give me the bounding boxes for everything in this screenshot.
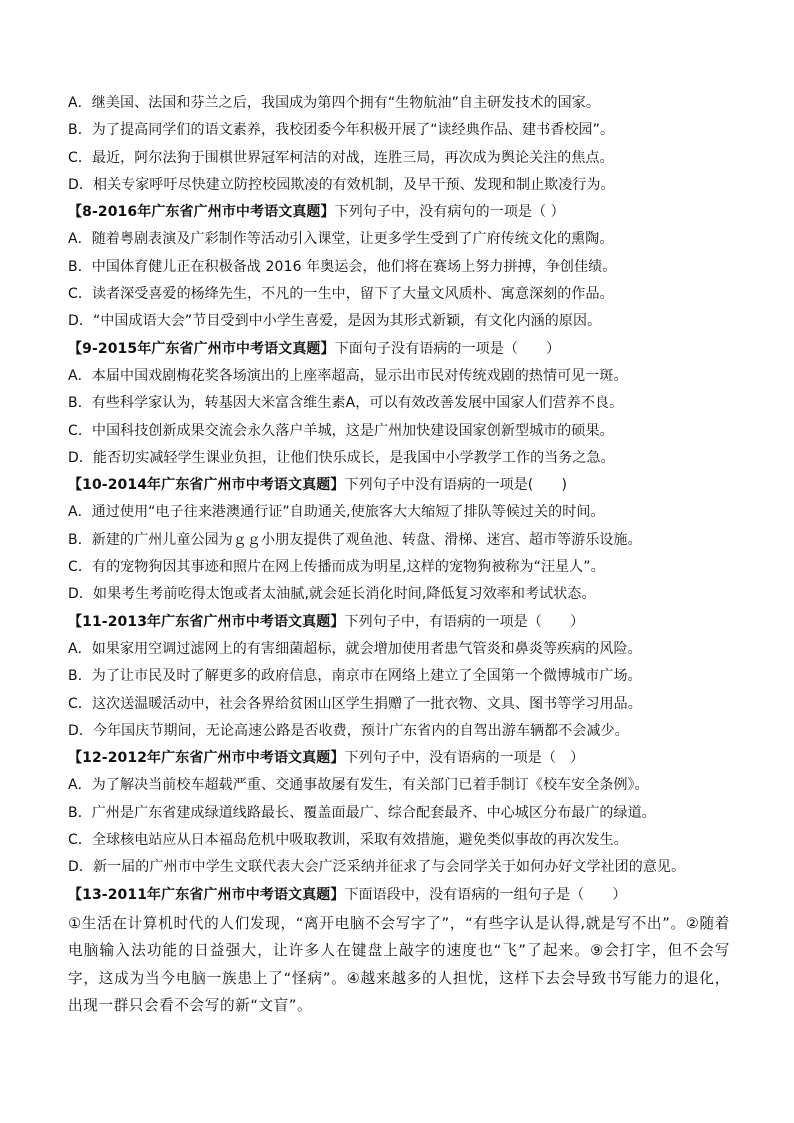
option-d: D．能否切实减轻学生课业负担，让他们快乐成长，是我国中小学教学工作的当务之急。 [68,449,615,466]
question-10 [68,472,730,608]
option-c: C．读者深受喜爱的杨绛先生，不凡的一生中，留下了大量文风质朴、寓意深刻的作品。 [68,286,614,303]
question-source-tag: 【13-2011年广东省广州市中考语文真题】 [68,886,345,903]
question-prompt: 下列句子中，没有语病的一项是（ ） [344,750,585,767]
question-source-tag: 【10-2014年广东省广州市中考语文真题】 [68,477,345,494]
option-a: A．随着粤剧表演及广彩制作等活动引入课堂，让更多学生受到了广府传统文化的熏陶。 [68,231,614,248]
question-prompt: 下列句子中，有语病的一项是（ ） [344,613,585,630]
option-c: C．全球核电站应从日本福岛危机中吸取教训，采取有效措施，避免类似事故的再次发生。 [68,832,628,849]
question-heading [68,336,730,363]
option-d: D．今年国庆节期间，无论高速公路是否收费，预计广东省内的自驾出游车辆都不会减少。 [68,722,629,739]
option-a: A．如果家用空调过滤网上的有害细菌超标，就会增加使用者患气管炎和鼻炎等疾病的风险。 [68,640,642,657]
option-c: C．有的宠物狗因其事迹和照片在网上传播而成为明星,这样的宠物狗被称为“汪星人”。 [68,559,605,576]
question-source-tag: 【9-2015年广东省广州市中考语文真题】 [68,340,335,357]
question-heading [68,199,730,226]
option-c: C．中国科技创新成果交流会永久落户羊城，这是广州加快建设国家创新型城市的硕果。 [68,422,614,439]
question-9 [68,336,730,472]
option-d: D．相关专家呼吁尽快建立防控校园欺凌的有效机制，及早干预、发现和制止欺凌行为。 [68,176,615,193]
question-prompt: 下列句子中，没有病句的一项是（ ） [334,204,565,221]
option-b: B．中国体育健儿正在积极备战 2016 年奥运会，他们将在赛场上努力拼搏，争创佳绩。 [68,258,617,275]
option-b: B．新建的广州儿童公园为ｇｇ小朋友提供了观鱼池、转盘、滑梯、迷宫、超市等游乐设施。 [68,531,642,548]
reading-passage: ①生活在计算机时代的人们发现，“离开电脑不会写字了”，“有些字认是认得,就是写不出”。②随着电脑输入法功能的日益强大，让许多人在键盘上敲字的速度也“飞”了起来。⑨会打字，但不会写字，这成为当今电脑一族患上了“怪病”。④越来越多的人担忧，这样下去会导致书写能力的退化，出现一群只会看不会写的新“文盲”。 [68,914,730,1015]
option-d: D．新一届的广州市中学生文联代表大会广泛采纳并征求了与会同学关于如何办好文学社团的意见。 [68,859,686,876]
document-body [68,90,730,1020]
question-prompt: 下列句子中没有语病的一项是( ) [344,477,568,494]
option-c: C．最近，阿尔法狗于围棋世界冠军柯洁的对战，连胜三局，再次成为舆论关注的焦点。 [68,149,614,166]
question-source-tag: 【11-2013年广东省广州市中考语文真题】 [68,613,345,630]
option-a: A．通过使用“电子往来港澳通行证”自助通关,使旅客大大缩短了排队等候过关的时间。 [68,504,605,521]
question-prompt: 下面语段中，没有语病的一组句子是（ ） [344,886,627,903]
question-12 [68,745,730,881]
question-heading [68,609,730,636]
question-heading [68,745,730,772]
question-heading [68,882,730,909]
question-8 [68,199,730,335]
question-11 [68,609,730,745]
question-prompt: 下面句子没有语病的一项是（ ） [334,340,561,357]
option-a: A．继美国、法国和芬兰之后，我国成为第四个拥有“生物航油”自主研发技术的国家。 [68,95,600,111]
question-source-tag: 【8-2016年广东省广州市中考语文真题】 [68,204,335,221]
option-b: B．广州是广东省建成绿道线路最长、覆盖面最广、综合配套最齐、中心城区分布最广的绿道。 [68,804,656,821]
option-b: B．有些科学家认为，转基因大米富含维生素A，可以有效改善发展中国家人们营养不良。 [68,395,624,412]
option-c: C．这次送温暖活动中，社会各界给贫困山区学生捐赠了一批衣物、文具、图书等学习用品。 [68,695,642,712]
question-source-tag: 【12-2012年广东省广州市中考语文真题】 [68,750,345,767]
option-list [68,90,730,199]
option-b: B．为了让市民及时了解更多的政府信息，南京市在网络上建立了全国第一个微博城市广场。 [68,668,642,685]
option-d: D．“中国成语大会”节目受到中小学生喜爱，是因为其形式新颖，有文化内涵的原因。 [68,313,602,330]
option-b: B．为了提高同学们的语文素养，我校团委今年积极开展了“读经典作品、建书香校园”。 [68,122,615,139]
option-a: A．本届中国戏剧梅花奖各场演出的上座率超高，显示出市民对传统戏剧的热情可见一斑。 [68,367,628,384]
option-d: D．如果考生考前吃得太饱或者太油腻,就会延长消化时间,降低复习效率和考试状态。 [68,586,596,603]
option-a: A．为了解决当前校车超载严重、交通事故屡有发生，有关部门已着手制订《校车安全条例》。 [68,777,649,794]
question-13 [68,882,730,1020]
question-heading [68,472,730,499]
